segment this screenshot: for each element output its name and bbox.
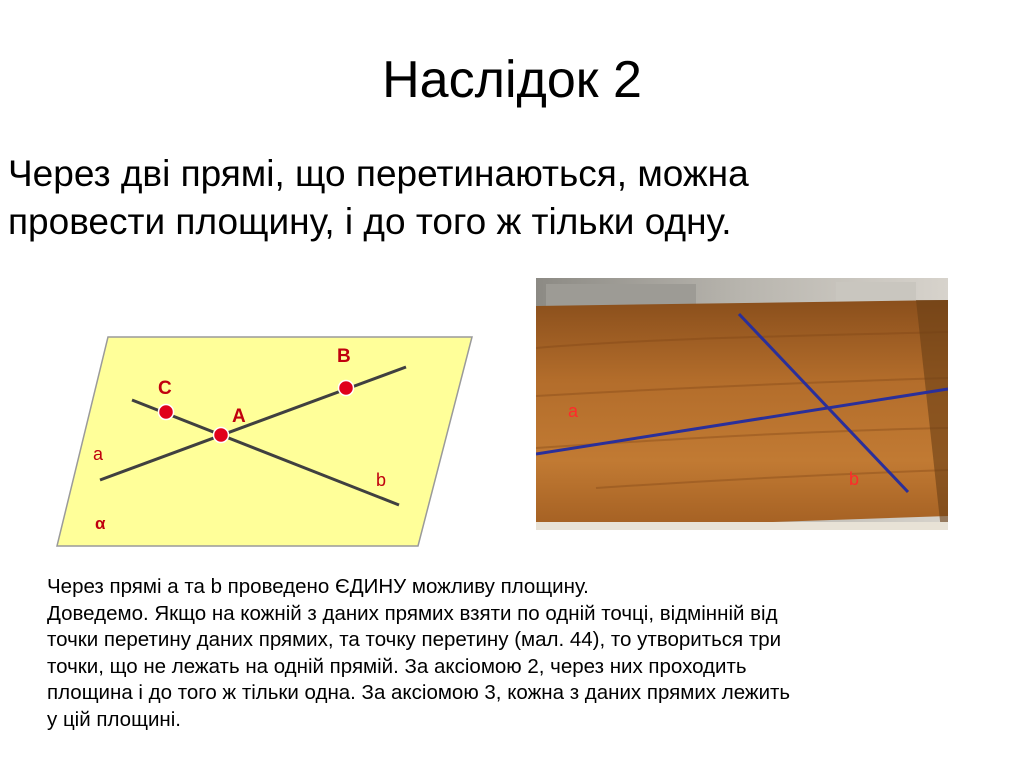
photo-bottom-strip bbox=[536, 522, 948, 530]
slide-title: Наслідок 2 bbox=[382, 51, 642, 109]
label-plane-alpha: α bbox=[95, 514, 106, 533]
point-c bbox=[159, 405, 174, 420]
table-photo bbox=[536, 278, 948, 530]
proof-line: Через прямі a та b проведено ЄДИНУ можливу площину. bbox=[47, 575, 589, 598]
label-line-a: a bbox=[93, 444, 104, 464]
proof-line: точки, що не лежать на одній прямій. За аксіомою 2, через них проходить bbox=[47, 654, 747, 678]
plane-diagram bbox=[56, 333, 476, 548]
proof-line: Доведемо. Якщо на кожній з даних прямих взяти по одній точці, відмінній від bbox=[47, 601, 778, 625]
proof-line: площина і до того ж тільки одна. За аксіомою 3, кожна з даних прямих лежить bbox=[47, 681, 791, 704]
photo-label-line-a: a bbox=[568, 401, 579, 421]
statement bbox=[8, 150, 1008, 246]
proof-line: точки перетину даних прямих, та точку перетину (мал. 44), то утвориться три bbox=[47, 628, 782, 651]
point-a bbox=[214, 428, 229, 443]
statement-line: Через дві прямі, що перетинаються, можна bbox=[8, 153, 749, 194]
proof-line: у цій площині. bbox=[47, 707, 181, 731]
plane-alpha bbox=[57, 337, 472, 546]
point-b bbox=[339, 381, 354, 396]
label-line-b: b bbox=[376, 470, 387, 490]
label-point-a: A bbox=[232, 406, 246, 427]
proof-text bbox=[47, 574, 1007, 733]
label-point-c: C bbox=[158, 378, 172, 399]
label-point-b: B bbox=[337, 346, 351, 367]
statement-line: провести площину, і до того ж тільки одну. bbox=[8, 201, 732, 242]
photo-label-line-b: b bbox=[849, 469, 860, 489]
photo-wall-shelf bbox=[546, 284, 696, 306]
